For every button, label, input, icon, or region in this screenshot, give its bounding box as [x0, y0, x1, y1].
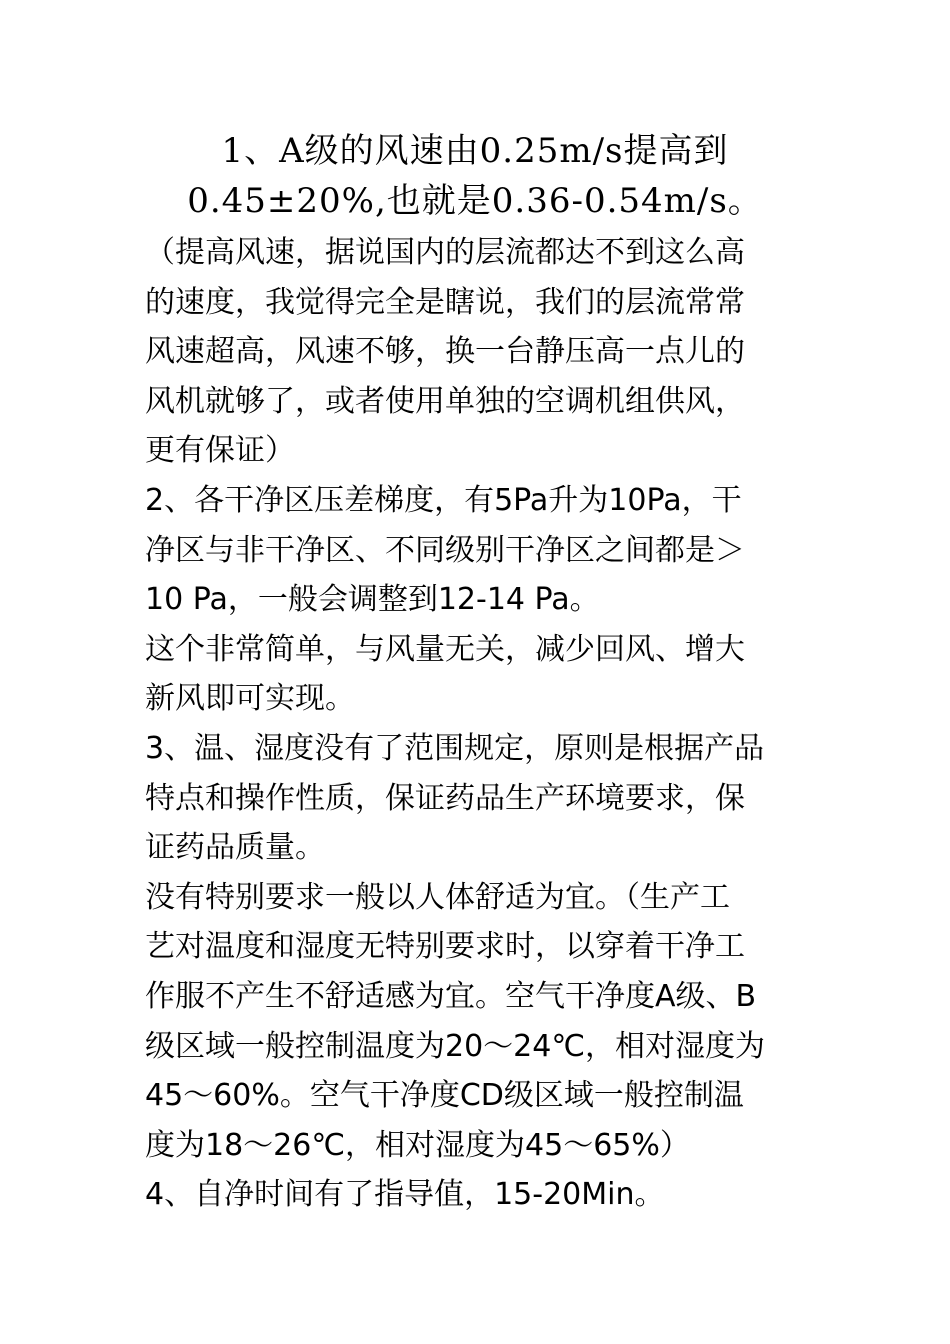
- text-line: 证药品质量。: [145, 830, 325, 866]
- text-line: 度为18～26℃，相对湿度为45～65%）: [145, 1127, 690, 1163]
- text-line: 风速超高，风速不够，换一台静压高一点儿的: [145, 334, 745, 370]
- heading-line-2: 0.45±20%,也就是0.36-0.54m/s。: [187, 181, 763, 221]
- text-line: 2、各干净区压差梯度，有5Pa升为10Pa，干: [145, 482, 742, 518]
- text-line: 4、自净时间有了指导值，15-20Min。: [145, 1177, 665, 1213]
- text-line: 作服不产生不舒适感为宜。空气干净度A级、B: [145, 978, 757, 1014]
- text-line: 更有保证）: [145, 433, 295, 469]
- text-line: 这个非常简单，与风量无关，减少回风、增大: [145, 631, 745, 667]
- heading-line-1: 1、A级的风速由0.25m/s提高到: [221, 131, 729, 171]
- text-line: 艺对温度和湿度无特别要求时，以穿着干净工: [145, 929, 745, 965]
- text-line: 10 Pa，一般会调整到12-14 Pa。: [145, 582, 600, 618]
- text-line: 风机就够了，或者使用单独的空调机组供风，: [145, 383, 745, 419]
- text-line: 3、温、湿度没有了范围规定，原则是根据产品: [145, 730, 765, 766]
- text-line: 没有特别要求一般以人体舒适为宜。（生产工: [145, 879, 730, 915]
- text-line: 新风即可实现。: [145, 681, 355, 717]
- body-text: [145, 228, 845, 1220]
- text-line: 的速度，我觉得完全是瞎说，我们的层流常常: [145, 284, 745, 320]
- text-line: （提高风速，据说国内的层流都达不到这么高: [145, 235, 745, 270]
- text-line: 级区域一般控制温度为20～24℃，相对湿度为: [145, 1028, 766, 1064]
- text-line: 45～60%。空气干净度CD级区域一般控制温: [145, 1078, 744, 1114]
- text-line: 净区与非干净区、不同级别干净区之间都是＞: [145, 532, 745, 568]
- text-line: 特点和操作性质，保证药品生产环境要求，保: [145, 780, 745, 816]
